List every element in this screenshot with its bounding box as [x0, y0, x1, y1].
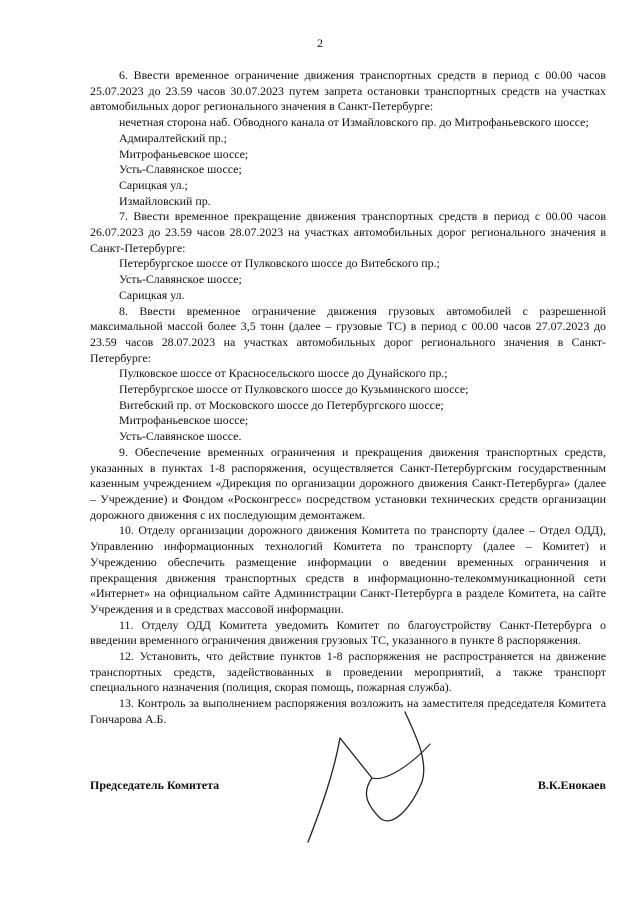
handwritten-signature [300, 700, 450, 850]
signatory-name: В.К.Енокаев [537, 778, 606, 792]
section-8-item: Пулковское шоссе от Красносельского шоссе до Дунайского пр.; [119, 366, 448, 381]
section-6-item: Митрофаньевское шоссе; [119, 146, 249, 161]
section-11-text: 11. Отделу ОДД Комитета уведомить Комитет по благоустройству Санкт-Петербурга о введении временного ограничения движения грузовых ТС, указанного в пункте 8 распоряжения. [90, 617, 606, 648]
section-8-text: 8. Ввести временное ограничение движения грузовых автомобилей с разрешенной максимальной массой более 3,5 тонн (далее – грузовые ТС) в период с 00.00 часов 27.07.2023 до 23.59 часов 28.07.2023 на участках автомобильных дорог регионального значения в Санкт-Петербурге: [90, 303, 606, 365]
section-8-item: Витебский пр. от Московского шоссе до Петербургского шоссе; [119, 397, 444, 412]
section-6-item: Сарицкая ул.; [119, 177, 188, 192]
section-6-item: Усть-Славянское шоссе; [119, 162, 242, 177]
signatory-title: Председатель Комитета [90, 778, 220, 792]
section-6-item: Измайловский пр. [119, 193, 211, 208]
section-8-item: Усть-Славянское шоссе. [119, 429, 242, 444]
section-6-item: нечетная сторона наб. Обводного канала от Измайловского пр. до Митрофаньевского шоссе; [119, 115, 589, 130]
section-10-text: 10. Отделу организации дорожного движения Комитета по транспорту (далее – Отдел ОДД), Управлению информационных технологий Комитета по транспорту (далее – Комитет) и Учреждению обеспечить размещение информации о введении временных ограничения и прекращения движения транспортных средств в информационно-телекоммуникационной сети «Интернет» на официальном сайте Администрации Санкт-Петербурга в разделе Комитета, на сайте Учреждения и в средствах массовой информации. [90, 523, 606, 616]
section-12-text: 12. Установить, что действие пунктов 1-8 распоряжения не распространяется на движение транспортных средств, задействованных в проведении мероприятий, а также транспорт специального назначения (полиция, скорая помощь, пожарная служба). [90, 649, 606, 695]
signature-block [90, 778, 606, 798]
section-7-item: Усть-Славянское шоссе; [119, 272, 242, 287]
section-8-item: Митрофаньевское шоссе; [119, 413, 249, 428]
section-7-item: Петербургское шоссе от Пулковского шоссе до Витебского пр.; [119, 256, 440, 271]
section-6-item: Адмиралтейский пр.; [119, 130, 227, 145]
section-6-text: 6. Ввести временное ограничение движения транспортных средств в период с 00.00 часов 25.07.2023 до 23.59 часов 30.07.2023 путем запрета остановки транспортных средств на участках автомобильных дорог регионального значения в Санкт-Петербурге: [90, 68, 606, 114]
document-body [90, 68, 606, 728]
section-9-text: 9. Обеспечение временных ограничения и прекращения движения транспортных средств, указанных в пунктах 1-8 распоряжения, осуществляется Санкт-Петербургским государственным казенным учреждением «Дирекция по организации дорожного движения Санкт-Петербурга» (далее – Учреждение) и Фондом «Росконгресс» посредством установки технических средств организации дорожного движения с их последующим демонтажем. [90, 444, 606, 522]
section-13-text: 13. Контроль за выполнением распоряжения возложить на заместителя председателя Комитета Гончарова А.Б. [90, 696, 606, 726]
section-7-text: 7. Ввести временное прекращение движения транспортных средств в период с 00.00 часов 26.07.2023 до 23.59 часов 28.07.2023 на участках автомобильных дорог регионального значения в Санкт-Петербурге: [90, 209, 606, 255]
section-8-item: Петербургское шоссе от Пулковского шоссе до Кузьминского шоссе; [119, 382, 469, 397]
section-7-item: Сарицкая ул. [119, 287, 185, 302]
page-number: 2 [317, 36, 323, 50]
